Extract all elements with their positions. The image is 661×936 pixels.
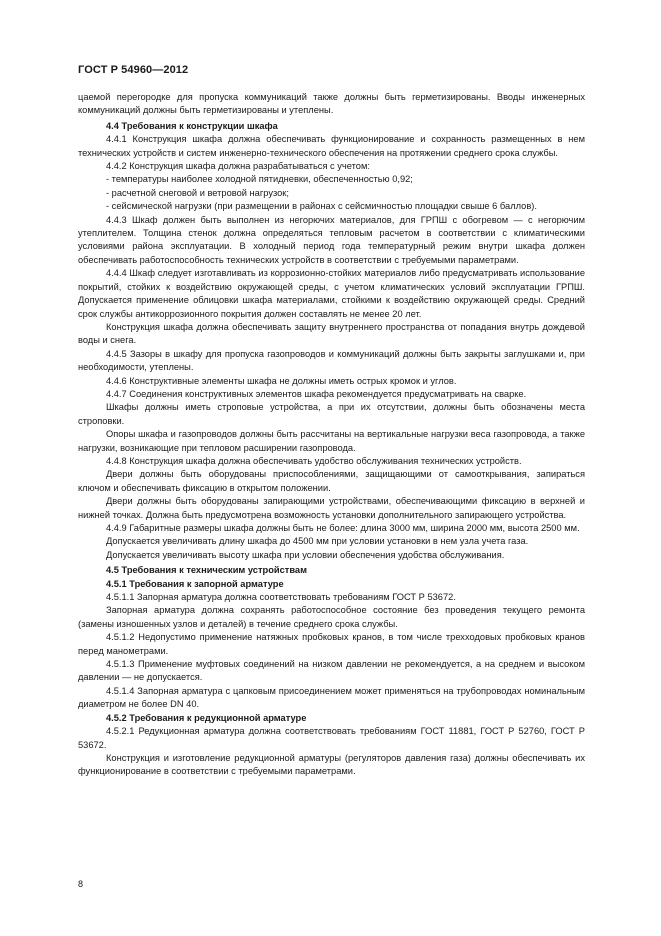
paragraph-4-4-2: 4.4.2 Конструкция шкафа должна разрабатываться с учетом:	[106, 161, 370, 172]
paragraph-4-4-6: 4.4.6 Конструктивные элементы шкафа не должны иметь острых кромок и углов.	[106, 375, 457, 386]
paragraph: Опоры шкафа и газопроводов должны быть рассчитаны на вертикальные нагрузки веса газопровода, а также нагрузки, возникающие при тепловом расширении газопровода.	[78, 429, 585, 453]
subsection-heading-4-5-1: 4.5.1 Требования к запорной арматуре	[106, 578, 284, 589]
paragraph: Конструкция и изготовление редукционной арматуры (регуляторов давления газа) должны обеспечивать их функционирование в соответствии с требуемыми параметрами.	[78, 752, 585, 777]
page-number: 8	[78, 879, 84, 889]
paragraph-4-5-1-3: 4.5.1.3 Применение муфтовых соединений на низком давлении не рекомендуется, а на среднем и высоком давлении — не допускается.	[78, 659, 585, 683]
section-heading-4-5: 4.5 Требования к техническим устройствам	[106, 565, 307, 576]
paragraph-4-4-5: 4.4.5 Зазоры в шкафу для пропуска газопроводов и коммуникаций должны быть закрыты заглушками и, при необходимости, утеплены.	[78, 348, 585, 373]
paragraph-4-4-8: 4.4.8 Конструкция шкафа должна обеспечивать удобство обслуживания технических устройств.	[106, 455, 522, 466]
paragraph: Запорная арматура должна сохранять работоспособное состояние без проведения текущего ремонта (замены изношенных узлов и деталей) в течение среднего срока службы.	[78, 605, 585, 629]
section-heading-4-4: 4.4 Требования к конструкции шкафа	[106, 120, 278, 131]
paragraph-4-4-4: 4.4.4 Шкаф следует изготавливать из коррозионно-стойких материалов либо предусматривать использование покрытий, стойких к воздействию окружающей среды, с учетом климатических условий эксплуатации ГРПШ. Допускается применение облицовки шкафа материалами, стойкими к воздействию окружающей среды. Средний срок службы антикоррозионного покрытия должен составлять не менее 20 лет.	[78, 268, 585, 319]
paragraph-continuation: цаемой перегородке для пропуска коммуникаций также должны быть герметизированы. Вводы инженерных коммуникаций должны быть герметизированы и утеплены.	[78, 92, 585, 116]
subsection-heading-4-5-2: 4.5.2 Требования к редукционной арматуре	[106, 712, 307, 723]
list-item: - сейсмической нагрузки (при размещении в районах с сейсмичностью площадки свыше 6 баллов).	[106, 201, 537, 212]
paragraph-4-4-1: 4.4.1 Конструкция шкафа должна обеспечивать функционирование и сохранность размещенных в нем технических устройств и систем инженерно-технического обеспечения на протяжении среднего срока службы.	[78, 134, 585, 158]
paragraph: Шкафы должны иметь строповые устройства, а при их отсутствии, должны быть обозначены места строповки.	[78, 402, 585, 426]
paragraph-4-5-1-2: 4.5.1.2 Недопустимо применение натяжных пробковых кранов, в том числе трехходовых пробковых кранов перед манометрами.	[78, 632, 585, 656]
paragraph-4-4-7: 4.4.7 Соединения конструктивных элементов шкафа рекомендуется предусматривать на сварке.	[106, 388, 527, 399]
list-item: - расчетной снеговой и ветровой нагрузок;	[106, 187, 289, 198]
paragraph: Допускается увеличивать высоту шкафа при условии обеспечения удобства обслуживания.	[106, 549, 505, 560]
paragraph-4-4-9: 4.4.9 Габаритные размеры шкафа должны быть не более: длина 3000 мм, ширина 2000 мм, высота 2500 мм.	[106, 523, 580, 533]
paragraph: Допускается увеличивать длину шкафа до 4500 мм при условии установки в нем узла учета газа.	[106, 536, 529, 547]
paragraph-4-5-1-4: 4.5.1.4 Запорная арматура с цапковым присоединением может применяться на трубопроводах номинальным диаметром не более DN 40.	[78, 685, 585, 710]
paragraph-4-5-2-1: 4.5.2.1 Редукционная арматура должна соответствовать требованиям ГОСТ 11881, ГОСТ Р 52760, ГОСТ Р 53672.	[78, 726, 585, 750]
paragraph-4-5-1-1: 4.5.1.1 Запорная арматура должна соответствовать требованиям ГОСТ Р 53672.	[106, 592, 456, 603]
paragraph-4-4-3: 4.4.3 Шкаф должен быть выполнен из негорючих материалов, для ГРПШ с обогревом — с негорючим утеплителем. Толщина стенок должна определяться тепловым расчетом в соответствии с климатическими условиями района эксплуатации. В холодный период года температурный режим внутри шкафа должен обеспечивать работоспособность технических устройств в соответствии с требуемыми параметрами.	[78, 214, 585, 265]
document-body	[78, 91, 585, 779]
document-header: ГОСТ Р 54960—2012	[78, 64, 189, 76]
paragraph: Двери должны быть оборудованы запирающими устройствами, обеспечивающими фиксацию в верхней и нижней точках. Должна быть предусмотрена возможность установки дополнительного запирающего устройства.	[78, 496, 585, 520]
paragraph: Двери должны быть оборудованы приспособлениями, защищающими от самооткрывания, запираться ключом и обеспечивать фиксацию в открытом положении.	[78, 469, 585, 493]
paragraph: Конструкция шкафа должна обеспечивать защиту внутреннего пространства от попадания внутрь дождевой воды и снега.	[78, 321, 585, 346]
list-item: - температуры наиболее холодной пятидневки, обеспеченностью 0,92;	[106, 174, 413, 185]
